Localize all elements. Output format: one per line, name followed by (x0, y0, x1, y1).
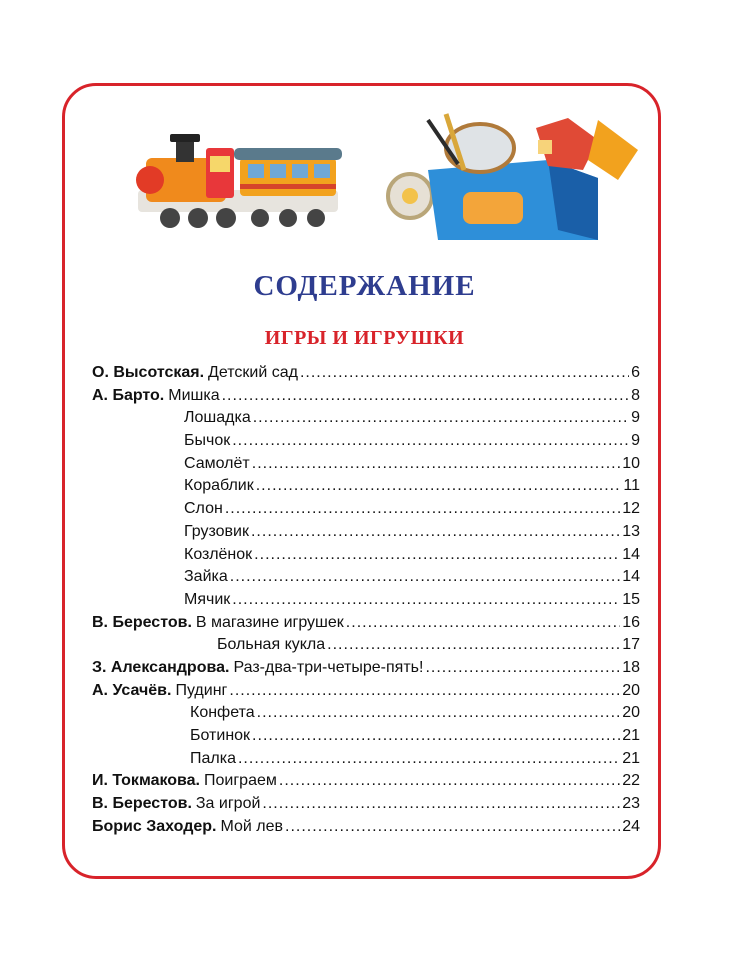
toc-title: Козлёнок (184, 545, 253, 563)
toc-author: Борис Заходер. (92, 817, 217, 835)
toc-entry (92, 659, 640, 682)
toys-illustration (128, 100, 648, 250)
toc-title: За игрой (195, 795, 261, 813)
toy-box-icon (388, 114, 638, 240)
toc-title: Грузовик (184, 522, 249, 540)
toc-entry (92, 772, 640, 795)
toc-entry (92, 795, 640, 818)
toc-leader-dots (230, 568, 620, 586)
toc-entry (92, 500, 640, 523)
toc-leader-dots (262, 795, 620, 813)
toc-entry (92, 409, 640, 432)
toc-title: Слон (184, 500, 223, 518)
toc-leader-dots (346, 614, 620, 632)
toc-leader-dots (238, 750, 620, 768)
toc-page-number: 22 (622, 772, 640, 790)
toc-leader-dots (327, 636, 620, 654)
toc-leader-dots (257, 704, 621, 722)
toc-entry (92, 591, 640, 614)
toc-entry (92, 636, 640, 659)
toc-title: Бычок (184, 432, 231, 450)
toc-title: Самолёт (184, 454, 250, 472)
toc-page-number: 15 (622, 590, 640, 608)
toc-entry (92, 750, 640, 773)
toc-title: Мишка (168, 386, 220, 404)
page-title: СОДЕРЖАНИЕ (253, 270, 476, 302)
toc-leader-dots (253, 409, 629, 427)
toc-leader-dots (425, 659, 620, 677)
toc-leader-dots (232, 591, 620, 609)
toc-title: Ботинок (190, 727, 251, 744)
toc-entry (92, 546, 640, 569)
toc-page-number: 21 (622, 749, 640, 767)
toc-title: Детский сад (208, 364, 298, 381)
toc-page-number: 18 (622, 658, 640, 676)
toc-leader-dots (252, 727, 620, 745)
toc-leader-dots (251, 523, 620, 541)
toc-entry (92, 614, 640, 637)
toc-page-number: 12 (622, 500, 640, 518)
toc-title: В магазине игрушек (195, 613, 344, 631)
toc-entry (92, 568, 640, 591)
toc-leader-dots (225, 500, 620, 518)
toc-title: Зайка (184, 568, 228, 586)
toc-entry (92, 387, 640, 410)
toc-page-number: 21 (622, 727, 640, 744)
section-title: ИГРЫ И ИГРУШКИ (264, 327, 465, 349)
toc-author: А. Усачёв. (92, 681, 172, 699)
toc-author: И. Токмакова. (92, 772, 200, 790)
toc-leader-dots (254, 546, 620, 564)
toc-entry (92, 364, 640, 387)
toc-leader-dots (229, 682, 620, 700)
toc-title: Больная кукла (217, 636, 326, 654)
toc-leader-dots (222, 387, 629, 405)
toc-title: Лошадка (184, 409, 251, 427)
toc-entry (92, 523, 640, 546)
toc-page-number: 16 (622, 613, 640, 631)
toc-page-number: 11 (623, 477, 640, 495)
toc-entry (92, 704, 640, 727)
toc-author: В. Берестов. (92, 613, 192, 631)
toc-author: З. Александрова. (92, 658, 230, 676)
toc-page-number: 8 (631, 386, 640, 404)
toc-title: Поиграем (204, 772, 277, 790)
toc-author: А. Барто. (92, 386, 165, 404)
toc-leader-dots (300, 364, 629, 382)
toc-page-number: 20 (622, 681, 640, 699)
toc-entry (92, 432, 640, 455)
toy-train-icon (136, 134, 342, 228)
toc-title: Кораблик (184, 477, 254, 495)
toc-entry (92, 682, 640, 705)
toc-page-number: 9 (631, 432, 640, 450)
toc-page-number: 14 (622, 545, 640, 563)
toc-entry (92, 477, 640, 500)
toc-page-number: 9 (631, 409, 640, 427)
toc-title: Раз-два-три-четыре-пять! (233, 658, 424, 676)
toc-title: Конфета (190, 704, 255, 722)
toc-page-number: 24 (622, 817, 640, 835)
toc-page-number: 14 (622, 568, 640, 586)
toc-page-number: 6 (631, 364, 640, 381)
toc-title: Мячик (184, 590, 231, 608)
toc-entry (92, 455, 640, 478)
toc-entry (92, 727, 640, 750)
toc-leader-dots (285, 818, 620, 836)
toc-author: О. Высотская. (92, 364, 205, 381)
toc-page-number: 20 (622, 704, 640, 722)
toc-page-number: 13 (622, 522, 640, 540)
toc-leader-dots (232, 432, 629, 450)
toc-leader-dots (279, 772, 620, 790)
toc-page-number: 23 (622, 795, 640, 813)
toc-author: В. Берестов. (92, 795, 192, 813)
table-of-contents (92, 364, 640, 840)
toc-title: Палка (190, 749, 236, 767)
toc-leader-dots (252, 455, 620, 473)
toc-title: Пудинг (175, 681, 228, 699)
toc-page-number: 10 (622, 454, 640, 472)
toc-title: Мой лев (220, 817, 284, 835)
toc-page-number: 17 (622, 636, 640, 654)
toc-leader-dots (256, 477, 622, 495)
toc-entry (92, 818, 640, 841)
